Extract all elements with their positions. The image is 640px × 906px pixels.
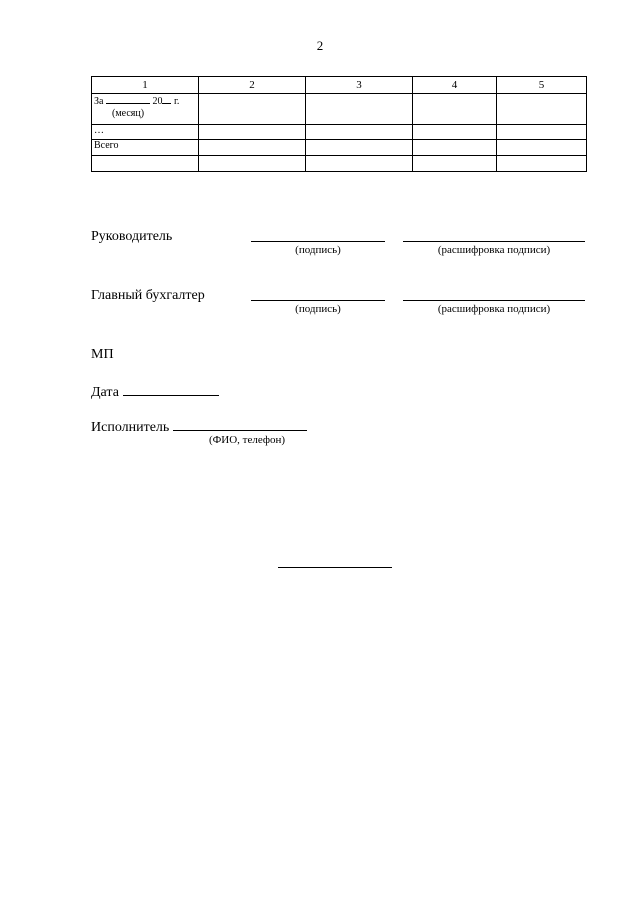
- period-line: [94, 94, 196, 108]
- period-suffix: г.: [173, 96, 180, 107]
- table-header-cell: 2: [199, 77, 306, 94]
- end-separator-line: [278, 567, 392, 568]
- period-caption: (месяц): [112, 108, 145, 119]
- date-label: Дата: [91, 385, 119, 400]
- month-blank: [106, 94, 150, 104]
- head-decoding-caption: (расшифровка подписи): [437, 244, 551, 256]
- total-cell: Всего: [92, 140, 199, 156]
- table-header-cell: 1: [92, 77, 199, 94]
- executor-label: Исполнитель: [91, 420, 170, 435]
- table-cell: [199, 125, 306, 140]
- table-header-cell: 5: [497, 77, 587, 94]
- chief-accountant-label: Главный бухгалтер: [91, 288, 205, 303]
- table-cell: [413, 140, 497, 156]
- table-cell: [413, 156, 497, 172]
- table-cell: [306, 140, 413, 156]
- chief-accountant-signature-caption: (подпись): [295, 303, 341, 315]
- table-cell: [413, 94, 497, 125]
- head-signature-line[interactable]: [251, 241, 385, 242]
- stamp-label: МП: [91, 347, 114, 362]
- table-cell: [199, 94, 306, 125]
- report-table: [91, 76, 587, 172]
- table-row-total: [92, 140, 587, 156]
- executor-field-line[interactable]: [173, 418, 307, 431]
- table-cell: [497, 140, 587, 156]
- table-cell: [497, 94, 587, 125]
- table-cell: [497, 156, 587, 172]
- table-cell: [92, 156, 199, 172]
- table-cell: [497, 125, 587, 140]
- table-row-period: [92, 94, 587, 125]
- year-blank: [162, 94, 171, 104]
- period-year-prefix: 20: [152, 96, 163, 107]
- chief-accountant-decoding-caption: (расшифровка подписи): [437, 303, 551, 315]
- table-cell: [306, 156, 413, 172]
- ellipsis-cell: …: [92, 125, 199, 140]
- table-row-ellipsis: [92, 125, 587, 140]
- table-cell: [413, 125, 497, 140]
- head-decoding-line[interactable]: [403, 241, 585, 242]
- executor-caption: (ФИО, телефон): [208, 434, 286, 446]
- period-cell: [92, 94, 199, 125]
- table-header-cell: 3: [306, 77, 413, 94]
- table-cell: [306, 94, 413, 125]
- chief-accountant-signature-line[interactable]: [251, 300, 385, 301]
- table-row-empty: [92, 156, 587, 172]
- head-signature-caption: (подпись): [295, 244, 341, 256]
- head-label: Руководитель: [91, 229, 173, 244]
- date-field-line[interactable]: [123, 383, 219, 396]
- table-cell: [306, 125, 413, 140]
- table-header-cell: 4: [413, 77, 497, 94]
- period-prefix: За: [94, 96, 104, 107]
- table-cell: [199, 140, 306, 156]
- chief-accountant-decoding-line[interactable]: [403, 300, 585, 301]
- table-cell: [199, 156, 306, 172]
- date-row: [91, 383, 219, 401]
- page-number: 2: [316, 38, 324, 53]
- table-header-row: [92, 77, 587, 94]
